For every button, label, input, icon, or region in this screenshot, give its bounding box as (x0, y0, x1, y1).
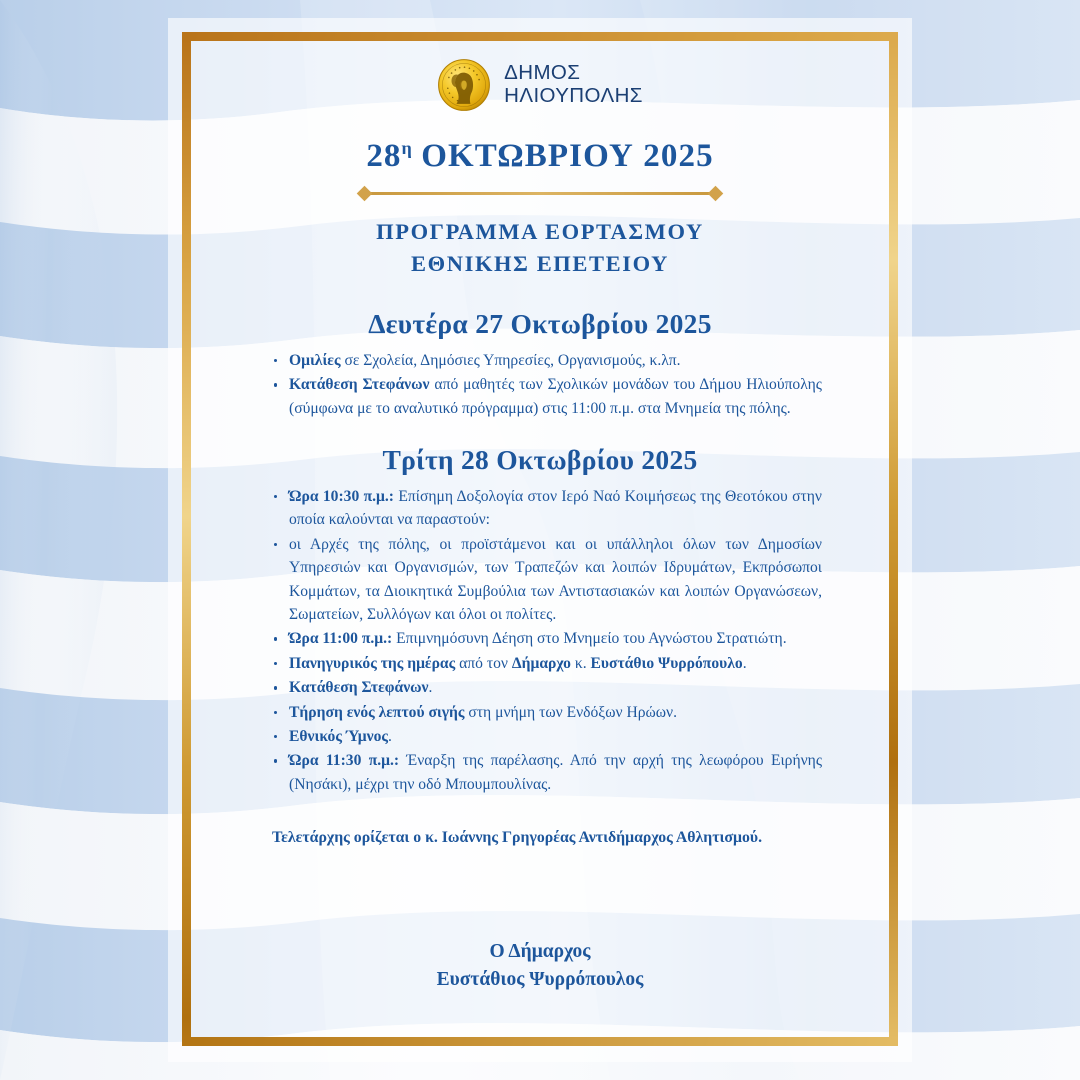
subtitle-line-1: ΠΡΟΓΡΑΜΜΑ ΕΟΡΤΑΣΜΟΥ (376, 219, 704, 244)
list-item-emphasis: Ώρα 11:00 π.μ.: (289, 630, 393, 648)
logo-line-1: ΔΗΜΟΣ (504, 61, 581, 85)
list-item-text: από τον (455, 654, 512, 672)
list-item-emphasis: Εθνικός Ύμνος (289, 727, 388, 745)
title-date-number: 28 (366, 138, 402, 174)
list-item-emphasis: Κατάθεση Στεφάνων (289, 376, 430, 394)
list-item-text: Επιμνημόσυνη Δέηση στο Μνημείο του Αγνώστου Στρατιώτη. (392, 630, 787, 648)
divider-line (369, 192, 711, 195)
list-item-text: . (742, 654, 747, 672)
list-item-emphasis: Ώρα 10:30 π.μ.: (289, 488, 394, 506)
list-item-text: στη μνήμη των Ενδόξων Ηρώων. (464, 703, 677, 721)
list-item-text: Επίσημη Δοξολογία στον Ιερό Ναό Κοιμήσεως της Θεοτόκου στην οποία καλούνται να παραστούν: (289, 488, 822, 529)
diamond-right-icon (708, 186, 724, 202)
list-item-emphasis: Πανηγυρικός της ημέρας (289, 654, 456, 672)
list-item (272, 701, 822, 724)
page-subtitle (254, 216, 826, 280)
poster-content (200, 46, 880, 1032)
list-item (272, 373, 822, 420)
list-item-emphasis: Τήρηση ενός λεπτού σιγής (289, 703, 465, 721)
signature-block (254, 938, 826, 995)
list-item-text: οι Αρχές της πόλης, οι προϊστάμενοι και οι υπάλληλοι όλων των Δημοσίων Υπηρεσιών και Οργανισμών, των Τραπεζών και λοιπών Ιδρυμάτων, Εκπρόσωποι Κομμάτων, τα Διοικητικά Συμβούλια των Αντιστασιακών και λοιπών Οργανώσεων, Σωματείων, Συλλόγων και όλοι οι πολίτες. (289, 535, 822, 623)
title-date-rest: ΟΚΤΩΒΡΙΟΥ 2025 (421, 138, 714, 174)
list-item-emphasis: Ευστάθιο Ψυρρόπουλο (590, 654, 743, 672)
signature-name: Ευστάθιος Ψυρρόπουλος (436, 969, 644, 991)
subtitle-line-2: ΕΘΝΙΚΗΣ ΕΠΕΤΕΙΟΥ (411, 250, 669, 276)
page-title (254, 138, 826, 175)
municipality-logo (254, 54, 826, 116)
list-item-text: από μαθητές των Σχολικών μονάδων του Δήμου Ηλιούπολης (σύμφωνα με το αναλυτικό πρόγραμμα) στις 11:00 π.μ. στα Μνημεία της πόλης. (289, 376, 822, 417)
ceremony-master-note: Τελετάρχης ορίζεται ο κ. Ιωάννης Γρηγορέας Αντιδήμαρχος Αθλητισμού. (272, 829, 763, 847)
list-item (272, 349, 822, 372)
list-item-emphasis: Δήμαρχο (511, 654, 571, 672)
title-date-ordinal: η (401, 138, 412, 158)
diamond-left-icon (357, 186, 373, 202)
list-item-text: Έναρξη της παρέλασης. Από την αρχή της λεωφόρου Ειρήνης (Νησάκι), μέχρι την οδό Μπουμπουλίνας. (289, 752, 822, 793)
list-item (272, 652, 822, 675)
list-item-text: σε Σχολεία, Δημόσιες Υπηρεσίες, Οργανισμούς, κ.λπ. (340, 351, 681, 369)
list-item-text: κ. (570, 654, 591, 672)
day1-program-list (254, 349, 826, 420)
list-item (272, 749, 822, 796)
day2-heading: Τρίτη 28 Οκτωβρίου 2025 (382, 444, 698, 476)
logo-line-2: ΗΛΙΟΥΠΟΛΗΣ (504, 84, 643, 107)
day2-program-list (254, 485, 826, 796)
municipality-seal-icon (437, 58, 491, 112)
list-item-text: . (387, 727, 392, 745)
signature-role: Ο Δήμαρχος (489, 941, 591, 963)
list-item (272, 533, 822, 627)
list-item-emphasis: Ώρα 11:30 π.μ.: (289, 752, 400, 770)
list-item (272, 676, 822, 699)
list-item-text: . (428, 679, 433, 697)
day1-heading: Δευτέρα 27 Οκτωβρίου 2025 (368, 307, 712, 339)
list-item-emphasis: Κατάθεση Στεφάνων (289, 679, 429, 697)
gold-divider (359, 188, 721, 199)
list-item-emphasis: Ομιλίες (289, 351, 341, 369)
list-item (272, 485, 822, 532)
list-item (272, 627, 822, 650)
list-item (272, 725, 822, 748)
